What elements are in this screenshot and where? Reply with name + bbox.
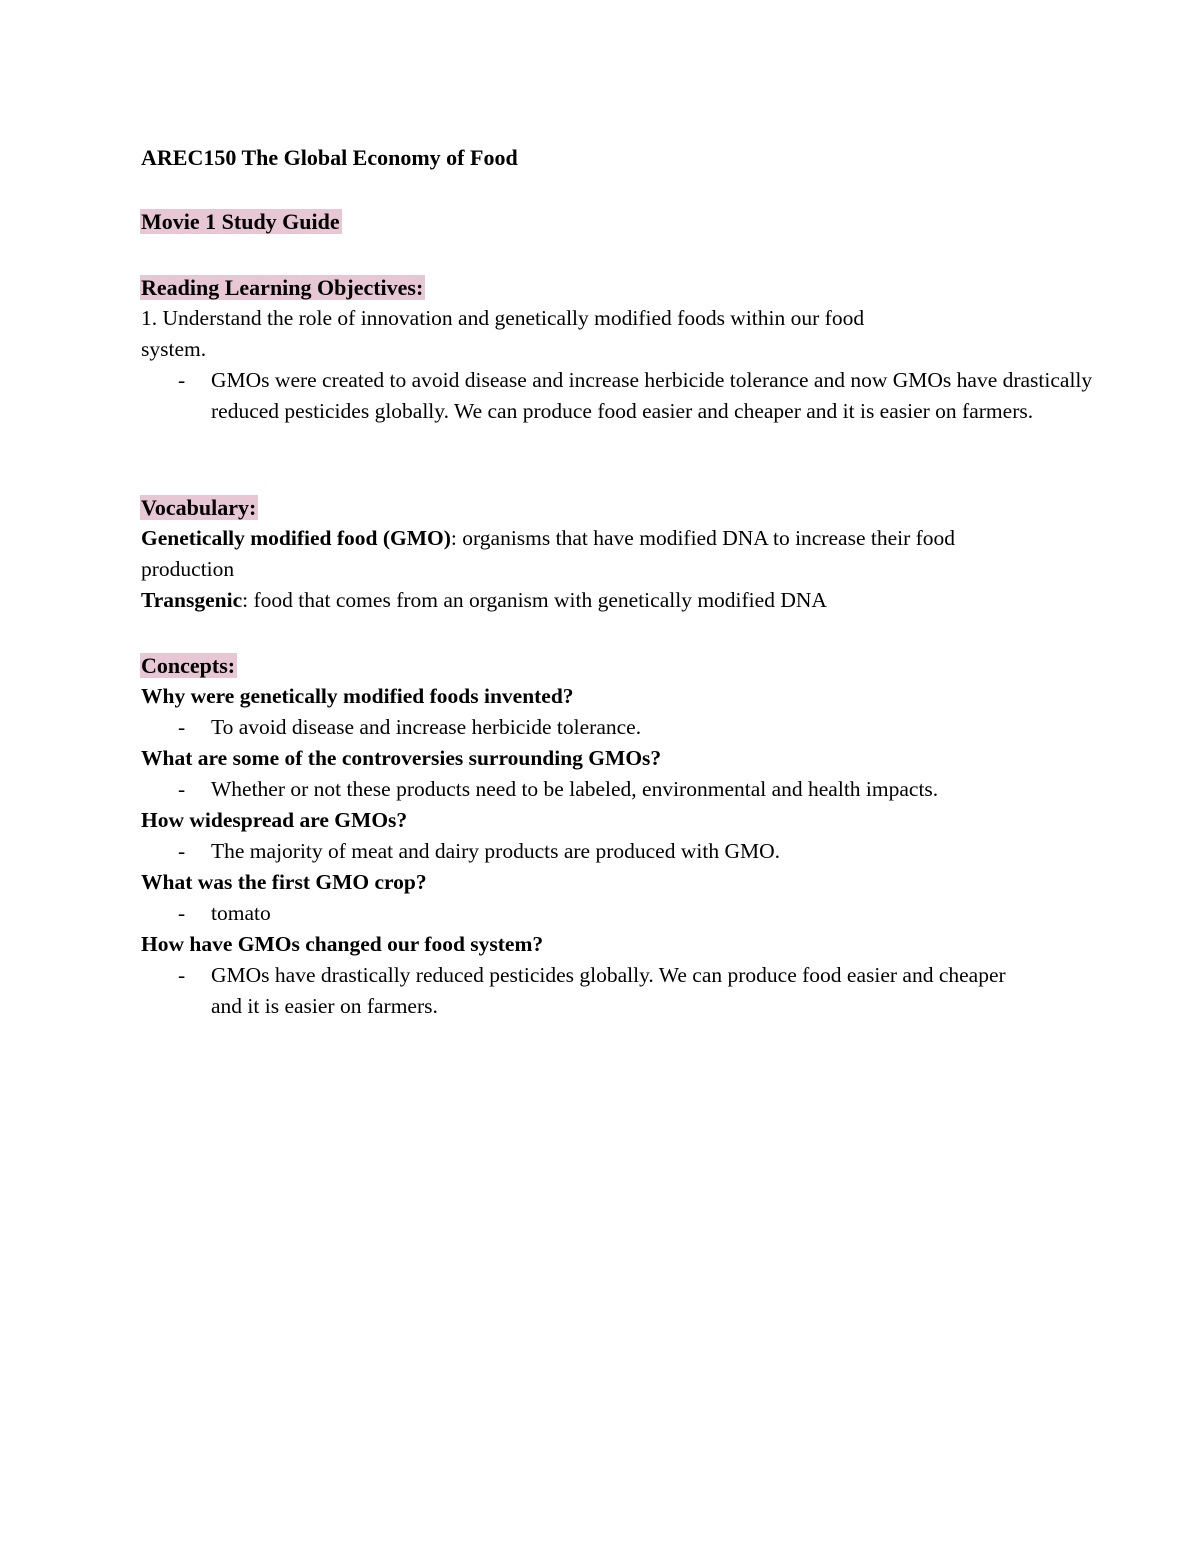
concept-question: Why were genetically modified foods invented? (141, 684, 574, 708)
vocabulary-term: Transgenic (141, 588, 243, 612)
concept-answer (141, 898, 1041, 929)
concepts-list (141, 681, 1041, 1022)
reading-objectives-heading (141, 272, 425, 304)
concepts-heading-highlight: Concepts: (141, 653, 236, 678)
concept-answer (141, 712, 1041, 743)
concept-answer-text: The majority of meat and dairy products are produced with GMO. (211, 839, 780, 863)
concept-answer-text: tomato (211, 901, 271, 925)
concept-question: What was the first GMO crop? (141, 870, 427, 894)
vocabulary-heading-highlight: Vocabulary: (141, 495, 257, 520)
bullet-dash: - (178, 901, 186, 925)
concepts-heading (141, 650, 237, 682)
objective-item (141, 303, 941, 365)
concept-answer (141, 836, 1041, 867)
concept-question: How have GMOs changed our food system? (141, 932, 544, 956)
bullet-dash: - (178, 715, 186, 739)
vocabulary-term: Genetically modified food (GMO) (141, 526, 451, 550)
objective-bullet-text: GMOs were created to avoid disease and increase herbicide tolerance and now GMOs have drastically reduced pesticides globally. We can produce food easier and cheaper and it is easier on farmers. (211, 368, 1093, 423)
concept-question: How widespread are GMOs? (141, 808, 408, 832)
objective-text-line-1: 1. Understand the role of innovation and genetically modified foods within our food (141, 306, 865, 330)
vocabulary-entry (141, 585, 1041, 616)
bullet-dash: - (178, 777, 186, 801)
concept-answer-text: Whether or not these products need to be labeled, environmental and health impacts. (211, 777, 939, 801)
study-guide-title-highlight: Movie 1 Study Guide (141, 209, 340, 234)
study-guide-title (141, 206, 342, 238)
bullet-dash: - (178, 963, 186, 987)
vocabulary-definition: : food that comes from an organism with genetically modified DNA (242, 588, 827, 612)
concept-answer (141, 960, 1011, 1022)
vocabulary-list (141, 523, 1041, 616)
bullet-dash: - (178, 839, 186, 863)
vocabulary-heading (141, 492, 258, 524)
concept-answer (141, 774, 1041, 805)
vocabulary-entry (141, 523, 1041, 585)
concept-question: What are some of the controversies surrounding GMOs? (141, 746, 662, 770)
vocabulary-definition: : organisms that have modified DNA to increase their food production (141, 526, 956, 581)
concept-answer-text: GMOs have drastically reduced pesticides globally. We can produce food easier and cheaper and it is easier on farmers. (211, 963, 1006, 1018)
course-title: AREC150 The Global Economy of Food (141, 145, 518, 170)
objective-bullet (141, 365, 1131, 427)
reading-objectives-heading-highlight: Reading Learning Objectives: (141, 275, 424, 300)
concept-answer-text: To avoid disease and increase herbicide tolerance. (211, 715, 642, 739)
objective-text-line-2: system. (141, 337, 207, 361)
bullet-dash: - (178, 368, 186, 392)
